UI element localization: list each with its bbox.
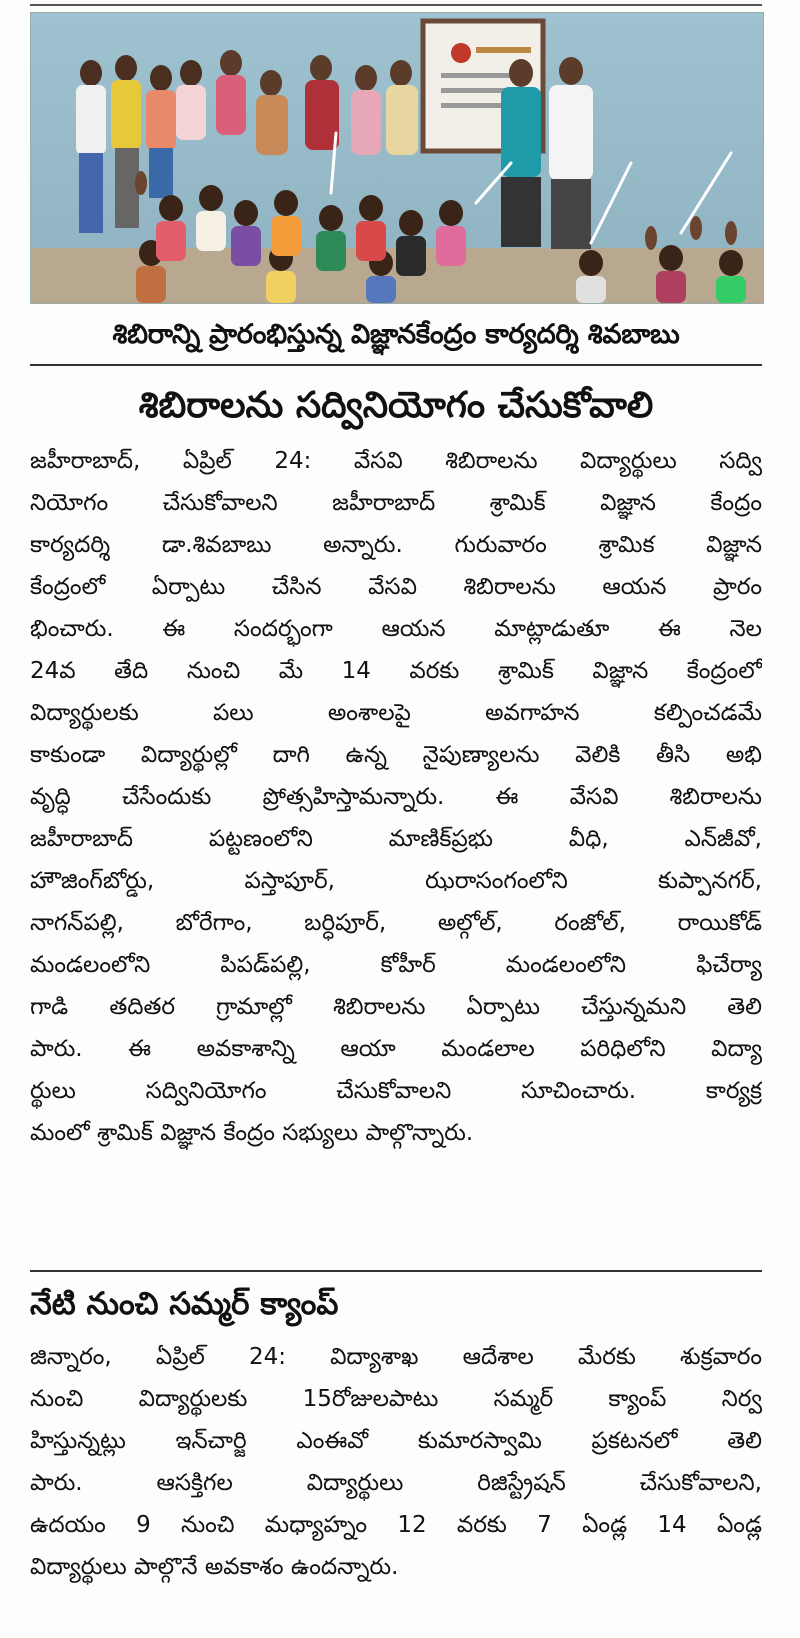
article2-line: నుంచి విద్యార్థులకు 15రోజులపాటు సమ్మర్ క్యాంప్ నిర్వ [30,1386,762,1412]
article2-line: ఉదయం 9 నుంచి మధ్యాహ్నం 12 వరకు 7 ఏండ్ల 14 ఏండ్ల [30,1512,762,1538]
article-divider [30,1270,762,1272]
article-line: కాకుండా విద్యార్థుల్లో దాగి ఉన్న నైపుణ్యాలను వెలికి తీసి అభి [30,742,762,768]
article-line: ర్థులు సద్వినియోగం చేసుకోవాలని సూచించారు. కార్యక్ర [30,1078,762,1104]
photo-caption: శిబిరాన్ని ప్రారంభిస్తున్న విజ్ఞానకేంద్రం కార్యదర్శి శివబాబు [112,319,680,350]
article2-line: విద్యార్థులు పాల్గొనే అవకాశం ఉందన్నారు. [30,1554,399,1580]
news-photo [30,12,764,304]
article-line: నాగన్‌పల్లి, బోరేగాం, బర్ధిపూర్, అల్గోల్, రంజోల్, రాయికోడ్ [30,910,762,936]
article-line: జహీరాబాద్, ఏప్రిల్ 24: వేసవి శిబిరాలను విద్యార్థులు సద్వి [30,448,762,474]
article-line: నియోగం చేసుకోవాలని జహీరాబాద్ శ్రామిక్ విజ్ఞాన కేంద్రం [30,490,762,516]
article-headline: శిబిరాలను సద్వినియోగం చేసుకోవాలి [138,385,654,426]
article2-body [30,1336,762,1588]
article-line: జహీరాబాద్ పట్టణంలోని మాణిక్‌ప్రభు వీధి, ఎన్‌జీవో, [30,826,762,852]
article2-line: హిస్తున్నట్లు ఇన్‌చార్జి ఎంఈవో కుమారస్వామి ప్రకటనలో తెలి [30,1428,762,1454]
article-line: గాడి తదితర గ్రామాల్లో శిబిరాలను ఏర్పాటు చేస్తున్నమని తెలి [30,994,762,1020]
caption-divider [30,364,762,366]
article-body [30,440,762,1154]
article2-line: పారు. ఆసక్తిగల విద్యార్థులు రిజిస్ట్రేషన్ చేసుకోవాలని, [30,1470,762,1496]
article2-line: జిన్నారం, ఏప్రిల్ 24: విద్యాశాఖ ఆదేశాల మేరకు శుక్రవారం [30,1344,762,1370]
article-line: హౌజింగ్‌బోర్డు, పస్తాపూర్, ఝరాసంగంలోని కుప్పానగర్, [30,868,762,894]
top-rule [30,4,762,6]
article2-headline: నేటి నుంచి సమ్మర్ క్యాంప్ [30,1286,339,1322]
article-line: పారు. ఈ అవకాశాన్ని ఆయా మండలాల పరిధిలోని విద్యా [30,1036,762,1062]
article-line: కార్యదర్శి డా.శివబాబు అన్నారు. గురువారం శ్రామిక విజ్ఞాన [30,532,762,558]
article-line: మండలంలోని పిపడ్‌పల్లి, కోహీర్ మండలంలోని ఫిచేర్యా [30,952,762,978]
article-line: భించారు. ఈ సందర్భంగా ఆయన మాట్లాడుతూ ఈ నెల [30,616,762,642]
article-line: వృద్ధి చేసేందుకు ప్రోత్సహిస్తామన్నారు. ఈ వేసవి శిబిరాలను [30,784,762,810]
photo-illustration [31,13,763,303]
article-line: విద్యార్థులకు పలు అంశాలపై అవగాహన కల్పించడమే [30,700,762,726]
article-line: 24వ తేది నుంచి మే 14 వరకు శ్రామిక్ విజ్ఞాన కేంద్రంలో [30,658,762,684]
article-line: కేంద్రంలో ఏర్పాటు చేసిన వేసవి శిబిరాలను ఆయన ప్రారం [30,574,762,600]
article-line: మంలో శ్రామిక్ విజ్ఞాన కేంద్రం సభ్యులు పాల్గొన్నారు. [30,1120,474,1146]
